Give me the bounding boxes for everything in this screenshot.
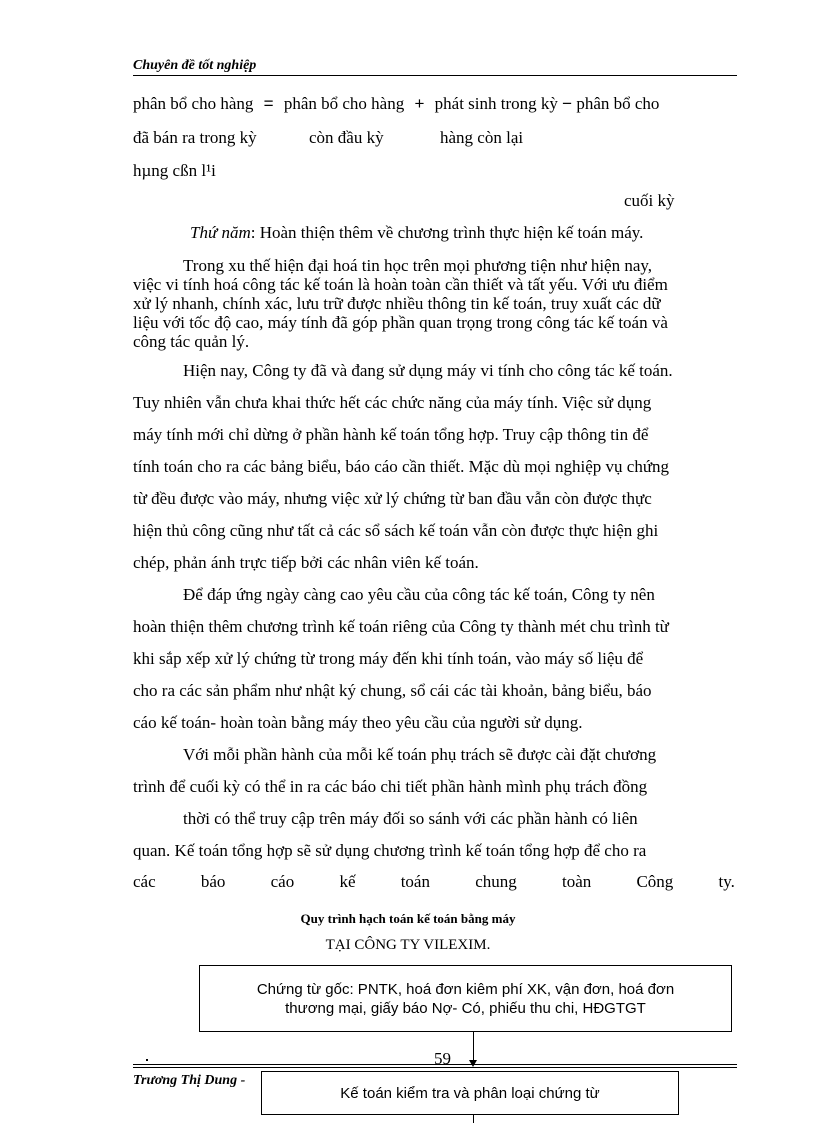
paragraph-4-line: Với mỗi phần hành của mỗi kế toán phụ trách sẽ được cài đặt chương: [183, 745, 657, 764]
section-heading: [190, 223, 643, 243]
footer-mark: [146, 1059, 148, 1061]
paragraph-2-line: từ đều được vào máy, nhưng việc xử lý chứng từ ban đầu vẫn còn được thực: [133, 489, 652, 508]
header-divider: [133, 75, 737, 76]
paragraph-4-line: quan. Kế toán tổng hợp sẽ sử dụng chương trình kế toán tổng hợp để cho ra: [133, 841, 647, 860]
formula-operator: −: [562, 94, 573, 113]
diagram-subtitle: TẠI CÔNG TY VILEXIM.: [325, 937, 491, 953]
paragraph-2-line: Hiện nay, Công ty đã và đang sử dụng máy vi tính cho công tác kế toán.: [183, 361, 673, 380]
flowchart-box-source-documents: [199, 965, 732, 1032]
paragraph-1-line: xử lý nhanh, chính xác, lưu trữ được nhiều thông tin kế toán, truy xuất các dữ: [133, 294, 661, 313]
box-line: thương mại, giấy báo Nợ- Có, phiếu thu chi, HĐGTGT: [285, 1000, 646, 1017]
word: báo: [200, 872, 226, 891]
footer-author: Trương Thị Dung -: [133, 1073, 246, 1088]
paragraph-2-line: chép, phản ánh trực tiếp bởi các nhân viên kế toán.: [133, 553, 479, 572]
paragraph-2-line: Tuy nhiên vẫn chưa khai thức hết các chức năng của máy tính. Việc sử dụng: [133, 393, 652, 412]
formula-operator: +: [414, 94, 425, 113]
formula-row-4: cuối kỳ: [624, 191, 675, 210]
formula-term: phân bổ cho: [576, 94, 660, 113]
formula-term: phát sinh trong kỳ: [434, 94, 558, 113]
formula-row-2-col-2: còn đầu kỳ: [309, 128, 384, 147]
footer-divider: [133, 1064, 737, 1065]
word: kế: [339, 872, 356, 891]
page-number: 59: [434, 1049, 451, 1068]
diagram-title: Quy trình hạch toán kế toán bằng máy: [300, 911, 516, 926]
formula-row-2-col-1: đã bán ra trong kỳ: [133, 128, 257, 147]
paragraph-1-line: liệu với tốc độ cao, máy tính đã góp phần quan trọng trong công tác kế toán và: [133, 313, 668, 332]
paragraph-1-line: việc vi tính hoá công tác kế toán là hoàn toàn cần thiết và tất yếu. Với ưu điểm: [133, 275, 668, 294]
paragraph-3-line: khi sắp xếp xử lý chứng từ trong máy đến khi tính toán, vào máy số liệu để: [133, 649, 644, 668]
paragraph-1-line: Trong xu thế hiện đại hoá tin học trên mọi phương tiện như hiện nay,: [183, 256, 653, 275]
formula-operator: =: [263, 94, 274, 113]
paragraph-3-line: cáo kế toán- hoàn toàn bằng máy theo yêu cầu của người sử dụng.: [133, 713, 583, 732]
flowchart-connector: [473, 1032, 474, 1062]
word: toàn: [561, 872, 592, 891]
word: chung: [475, 872, 517, 891]
formula-row-3: hµng cßn l¹i: [133, 161, 216, 180]
paragraph-4-line: thời có thể truy cập trên máy đối so sánh với các phần hành có liên: [183, 809, 638, 828]
word: ty.: [718, 872, 735, 891]
formula-term: phân bổ cho hàng: [133, 94, 254, 113]
paragraph-1-line: công tác quản lý.: [133, 332, 250, 351]
paragraph-2-line: máy tính mới chỉ dừng ở phần hành kế toán tổng hợp. Truy cập thông tin để: [133, 425, 649, 444]
footer-divider-double: [133, 1067, 737, 1068]
document-header-title: Chuyên đề tốt nghiệp: [133, 58, 257, 73]
formula-term: phân bổ cho hàng: [283, 94, 405, 113]
paragraph-3-line: Để đáp ứng ngày càng cao yêu cầu của công tác kế toán, Công ty nên: [183, 585, 655, 604]
paragraph-3-line: cho ra các sản phẩm như nhật ký chung, sổ cái các tài khoản, bảng biểu, báo: [133, 681, 652, 700]
section-text: : Hoàn thiện thêm về chương trình thực hiện kế toán máy.: [250, 223, 644, 242]
word: toán: [400, 872, 430, 891]
paragraph-3-line: hoàn thiện thêm chương trình kế toán riêng của Công ty thành mét chu trình từ: [133, 617, 669, 636]
section-label: Thứ năm: [190, 223, 251, 242]
paragraph-4-last-line: [133, 872, 735, 892]
formula-row-2-col-3: hàng còn lại: [440, 128, 524, 147]
word: các: [133, 872, 156, 891]
box-line: Chứng từ gốc: PNTK, hoá đơn kiêm phí XK, vận đơn, hoá đơn: [256, 981, 675, 998]
paragraph-2-line: hiện thủ công cũng như tất cả các sổ sách kế toán vẫn còn được thực hiện ghi: [133, 521, 659, 540]
word: Công: [636, 872, 674, 891]
flowchart-connector: [473, 1115, 474, 1123]
flowchart-box-verify-classify: Kế toán kiểm tra và phân loại chứng từ: [261, 1071, 679, 1115]
formula-row-1: [133, 94, 659, 114]
paragraph-2-line: tính toán cho ra các bảng biểu, báo cáo cần thiết. Mặc dù mọi nghiệp vụ chứng: [133, 457, 670, 476]
paragraph-4-line: trình để cuối kỳ có thể in ra các báo chi tiết phần hành mình phụ trách đồng: [133, 777, 648, 796]
word: cáo: [270, 872, 295, 891]
